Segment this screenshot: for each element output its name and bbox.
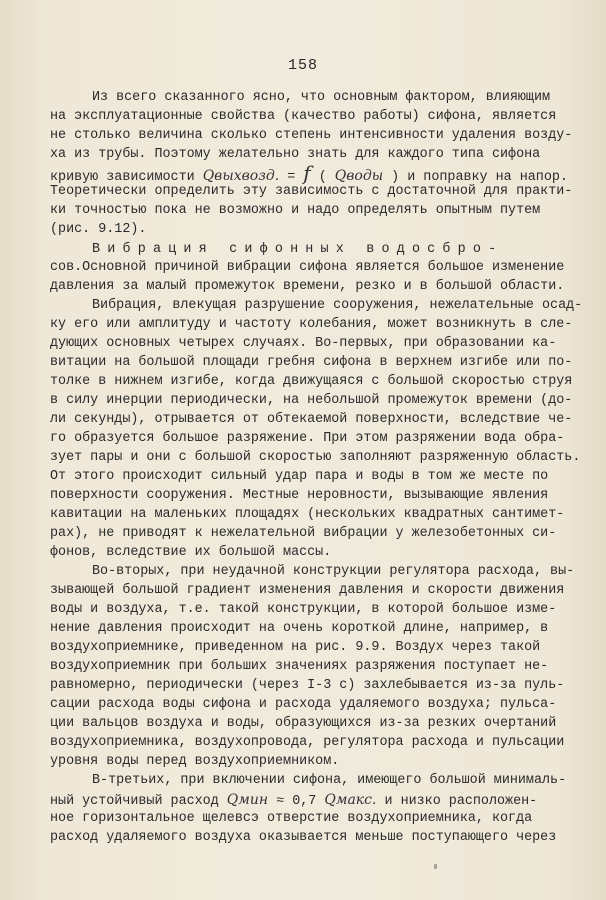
text-line: Из всего сказанного ясно, что основным фактором, влияющим bbox=[92, 90, 551, 105]
text-line: ха из трубы. Поэтому желательно знать для каждого типа сифона bbox=[50, 147, 541, 162]
text-line: поверхности сооружения. Местные неровности, вызывающие явления bbox=[50, 488, 549, 503]
text-line: воды и воздуха, т.е. такой конструкции, в которой большое изме- bbox=[50, 602, 557, 617]
text-line: Вибрация, влекущая разрушение сооружения, нежелательные осад- bbox=[92, 298, 583, 313]
text-line: (рис. 9.12). bbox=[50, 222, 147, 237]
text-line: расход удаляемого воздуха оказывается меньше поступающего через bbox=[50, 830, 557, 845]
text-line: ли секунды), отрывается от обтекаемой поверхности, вследствие че- bbox=[50, 412, 573, 427]
text-line: в силу инерции периодически, на небольшой промежуток времени (до- bbox=[50, 393, 573, 408]
text-line: воздухоприемника, воздухопровода, регулятора расхода и пульсации bbox=[50, 735, 565, 750]
handwritten-q-min: Qмин bbox=[226, 792, 269, 808]
text-line: Во-вторых, при неудачной конструкции регулятора расхода, вы- bbox=[92, 564, 575, 579]
handwritten-q-water: Qводы bbox=[334, 168, 384, 184]
text-line: не столько величина сколько степень интенсивности удаления возду- bbox=[50, 128, 573, 143]
text-line: В-третьих, при включении сифона, имеющего большой минималь- bbox=[92, 773, 567, 788]
text-line: зует пары и они с большой скоростью заполняют разряженную область. bbox=[50, 450, 581, 465]
handwritten-q-air-out: Qвыхвозд. bbox=[202, 168, 280, 184]
ink-speck bbox=[434, 864, 437, 869]
text-line: От этого происходит сильный удар пара и воды в том же месте по bbox=[50, 469, 549, 484]
text-line: равномерно, периодически (через I-3 с) захлебывается из-за пуль- bbox=[50, 678, 565, 693]
text-line: го образуется большое разряжение. При этом разряжении вода обра- bbox=[50, 431, 565, 446]
text-line: кривую зависимости Qвыхвозд. = f ( Qводы ) и поправку на напор. bbox=[50, 161, 568, 185]
text-line: кавитации на маленьких площадях (нескольких квадратных сантимет- bbox=[50, 507, 565, 522]
text-line: ки точностью пока не возможно и надо определять опытным путем bbox=[50, 203, 541, 218]
text-line: фонов, вследствие их большой массы. bbox=[50, 545, 332, 560]
text-line: воздухоприемник при больших значениях разряжения поступает не- bbox=[50, 659, 549, 674]
text-line: зывающей большой градиент изменения давления и скорости движения bbox=[50, 583, 565, 598]
text-line: витации на большой площади гребня сифона в верхнем изгибе или по- bbox=[50, 355, 573, 370]
text-line: нение давления происходит на очень короткой длине, например, в bbox=[50, 621, 549, 636]
text-line: ное горизонтальное щелевсэ отверстие воздухоприемника, когда bbox=[50, 811, 533, 826]
text-line: сов.Основной причиной вибрации сифона является большое изменение bbox=[50, 260, 565, 275]
text-line: воздухоприемнике, приведенном на рис. 9.9. Воздух через такой bbox=[50, 640, 541, 655]
text-line: ный устойчивый расход Qмин ≈ 0,7 Qмакс. и низко расположен- bbox=[50, 792, 538, 809]
text-line: на эксплуатационные свойства (качество работы) сифона, является bbox=[50, 109, 557, 124]
text-line: уровня воды перед воздухоприемником. bbox=[50, 754, 340, 769]
text-line: ции вальцов воздуха и воды, образующихся из-за резких очертаний bbox=[50, 716, 557, 731]
handwritten-q-max: Qмакс. bbox=[324, 792, 377, 808]
text-line: сации расхода воды сифона и расхода удаляемого воздуха; пульса- bbox=[50, 697, 557, 712]
text-line: давления за малый промежуток времени, резко и в большой области. bbox=[50, 279, 565, 294]
text-line: Теоретически определить эту зависимость с достаточной для практи- bbox=[50, 184, 573, 199]
section-heading: Вибрация сифонных водосбро- bbox=[92, 242, 504, 257]
page-number: 158 bbox=[287, 57, 318, 74]
text-line: дующих основных четырех случаях. Во-первых, при образовании ка- bbox=[50, 336, 557, 351]
text-line: рах), не приводят к нежелательной вибрации у железобетонных си- bbox=[50, 526, 557, 541]
text-line: толке в нижнем изгибе, когда движущаяся с большой скоростью струя bbox=[50, 374, 573, 389]
text-line: ку его или амплитуду и частоту колебания, может возникнуть в сле- bbox=[50, 317, 573, 332]
handwritten-function-f: f bbox=[303, 161, 311, 185]
